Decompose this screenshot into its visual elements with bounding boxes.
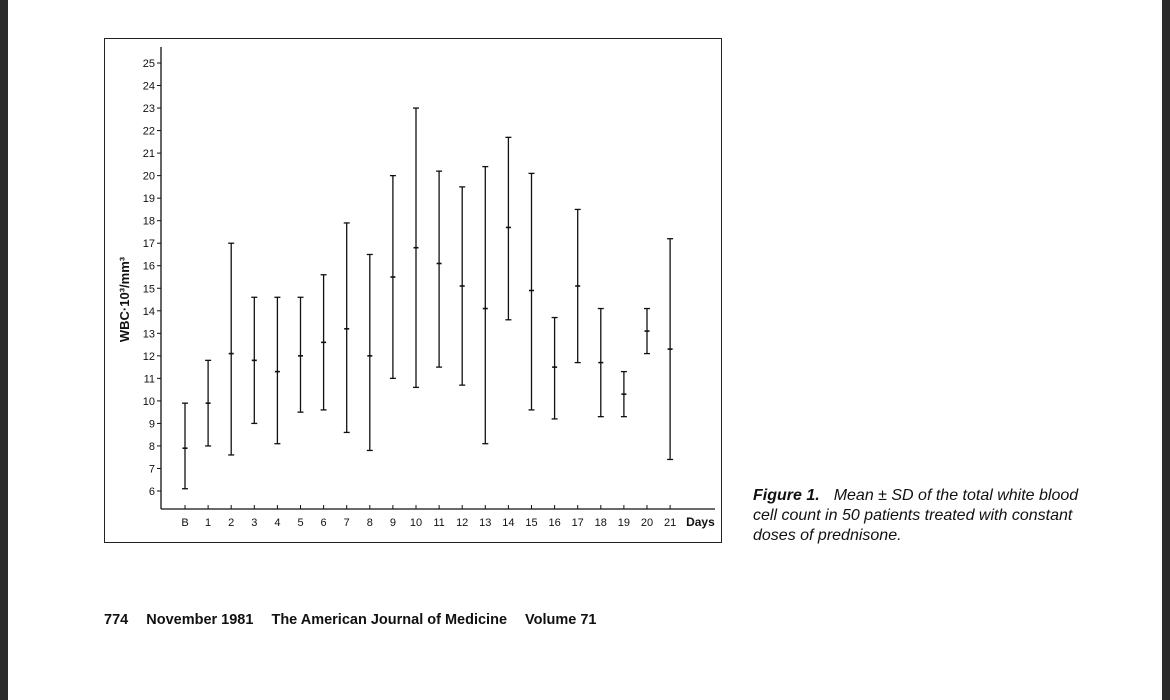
x-tick-label: 15 — [525, 517, 538, 529]
x-tick-label: 7 — [343, 517, 350, 529]
page-footer — [104, 612, 611, 628]
y-tick-label: 13 — [142, 328, 155, 341]
page-number: 774 — [104, 612, 129, 628]
x-tick-label: 20 — [640, 517, 654, 529]
y-tick-label: 10 — [142, 395, 155, 408]
y-tick-label: 15 — [142, 283, 155, 296]
y-tick-label: 22 — [142, 125, 155, 138]
x-tick-label: 4 — [274, 517, 281, 529]
y-tick-label: 17 — [142, 238, 155, 251]
y-tick-label: 8 — [148, 440, 155, 453]
x-tick-label: 9 — [389, 517, 396, 529]
x-tick-label: 16 — [548, 517, 561, 529]
y-tick-label: 12 — [142, 350, 155, 363]
x-tick-label: 13 — [479, 517, 492, 529]
x-tick-label: 21 — [663, 517, 677, 529]
x-tick-label: 8 — [366, 517, 373, 529]
x-tick-label: 19 — [617, 517, 631, 529]
y-tick-label: 21 — [142, 148, 155, 161]
y-tick-label: 19 — [142, 193, 155, 206]
figure-caption — [753, 486, 1083, 546]
journal-page — [8, 0, 1162, 700]
x-tick-label: 6 — [320, 517, 327, 529]
x-tick-label: 10 — [409, 517, 423, 529]
x-tick-label: 18 — [594, 517, 607, 529]
y-tick-label: 11 — [143, 373, 155, 386]
y-tick-label: 24 — [142, 80, 155, 93]
figure-caption-text: Mean ± SD of the total white blood cell count in 50 patients treated with constant doses of prednisone. — [753, 487, 1079, 544]
y-tick-label: 16 — [142, 260, 155, 273]
y-tick-label: 14 — [142, 305, 155, 318]
x-tick-label: 3 — [251, 517, 258, 529]
x-tick-label: B — [181, 517, 189, 529]
x-tick-label: 5 — [297, 517, 304, 529]
chart-frame — [104, 38, 722, 543]
issue-date: November 1981 — [146, 612, 254, 628]
y-tick-label: 18 — [142, 215, 155, 228]
x-tick-label: 17 — [571, 517, 584, 529]
x-tick-label: 1 — [205, 517, 212, 529]
y-tick-label: 9 — [148, 418, 155, 431]
x-tick-label: 14 — [502, 517, 515, 529]
journal-name: The American Journal of Medicine — [271, 612, 508, 628]
y-tick-label: 7 — [148, 463, 155, 476]
x-tick-label: 12 — [456, 517, 469, 529]
x-tick-label: 2 — [228, 517, 235, 529]
volume-number: Volume 71 — [525, 612, 597, 628]
y-tick-label: 23 — [142, 103, 155, 116]
y-tick-label: 25 — [142, 58, 155, 70]
y-tick-label: 20 — [142, 170, 155, 183]
x-axis-label: Days — [686, 515, 715, 529]
y-axis-label: WBC·10³/mm³ — [117, 256, 132, 343]
wbc-errorbar-chart — [105, 39, 720, 541]
figure-label: Figure 1. — [753, 487, 820, 504]
y-tick-label: 6 — [148, 486, 155, 498]
x-tick-label: 11 — [433, 517, 445, 529]
